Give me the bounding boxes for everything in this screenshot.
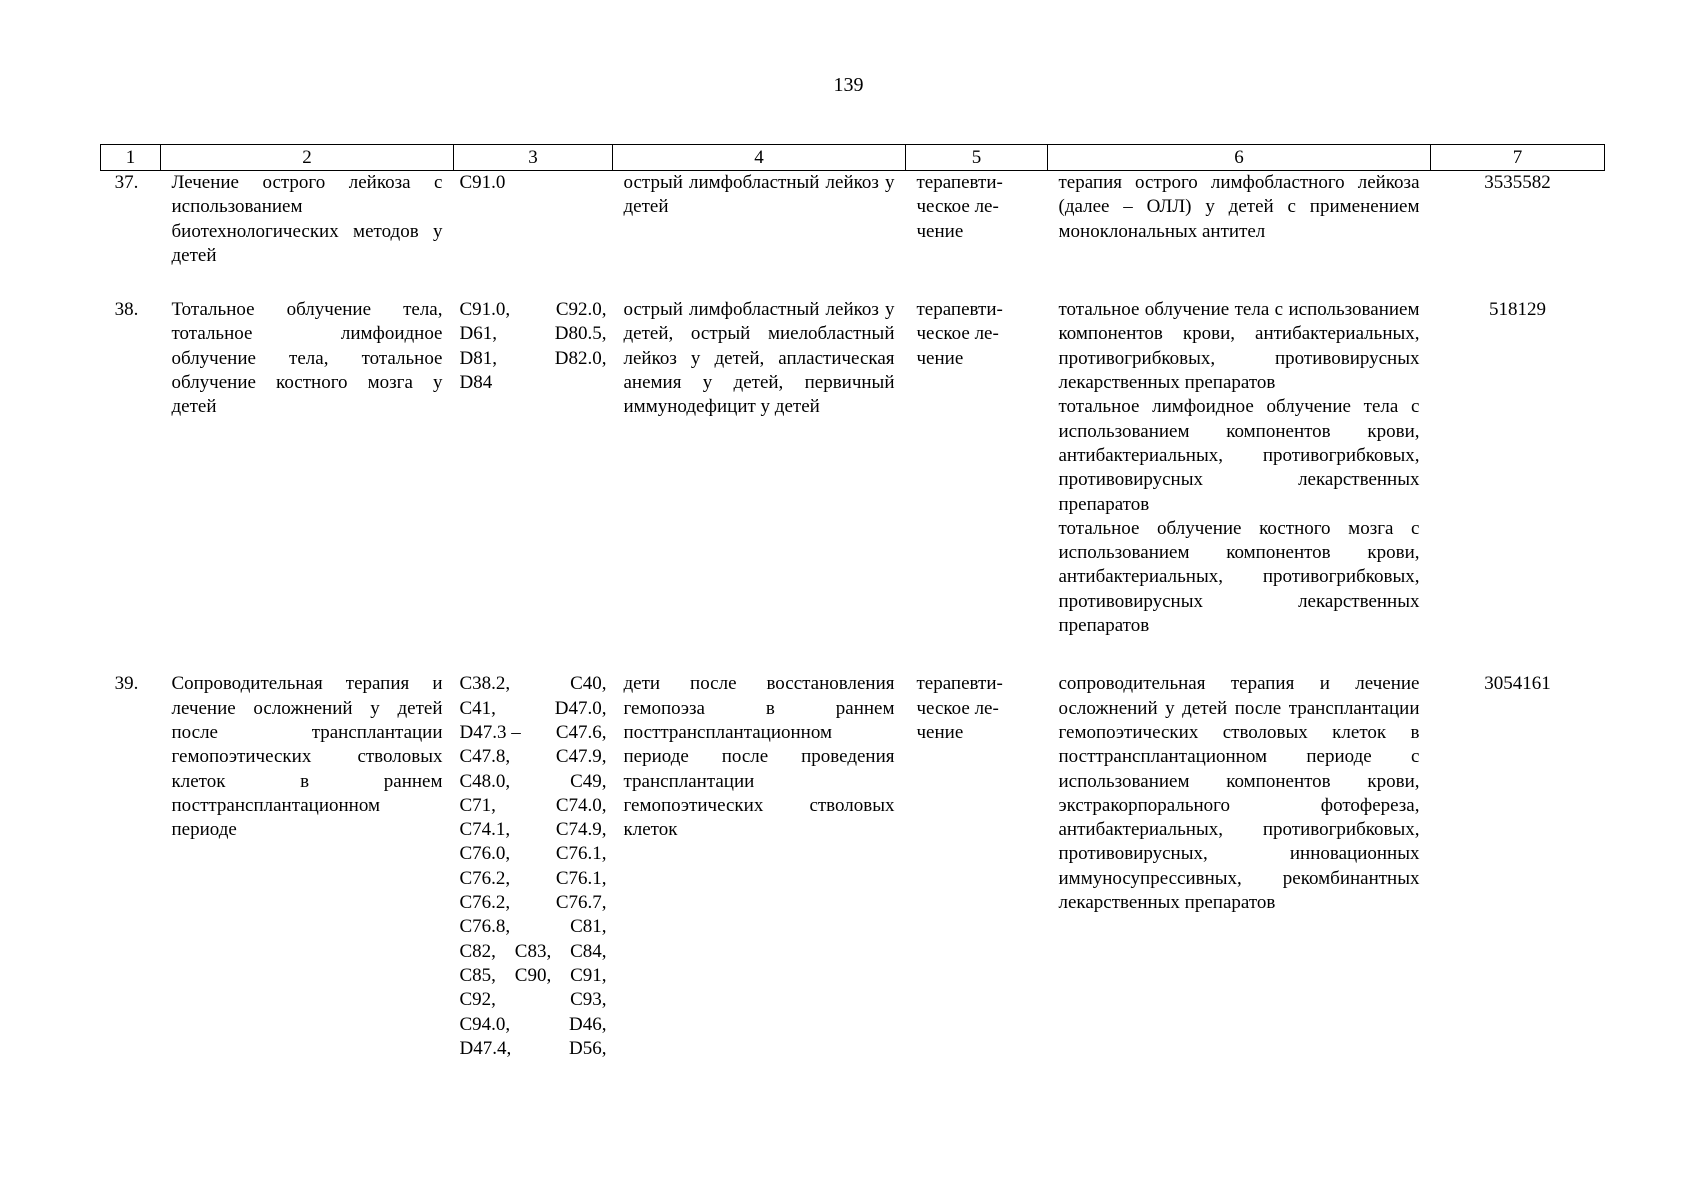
icd-code: C91.0, (459, 299, 511, 321)
codes-line (460, 818, 607, 842)
icd-code: D61, (459, 323, 497, 345)
treatment-method-paragraph: сопроводительная терапия и лечение осложнений у детей после трансплантации гемопоэтических стволовых клеток в посттрансплантационном периоде с использованием компонентов крови, экстракорпорального фотофереза, антибактериальных, противогрибковых, противовирусных, инновационных иммуносупрессивных, рекомбинантных лекарственных препаратов (1058, 673, 1420, 914)
cost-value: 3535582 (1484, 172, 1551, 193)
icd-code: C91.0 (459, 172, 506, 193)
page-number: 139 (833, 74, 864, 96)
icd-code: C85, (459, 964, 496, 986)
codes-line (460, 298, 607, 322)
table-row (101, 171, 1605, 299)
icd-code: C76.1, (555, 843, 607, 865)
patient-model: дети после восстановления гемопоэза в раннем посттрансплантационном периоде после проведения трансплантации гемопоэтических стволовых клеток (623, 673, 895, 841)
treatment-kind-line: ческое ле- (916, 697, 999, 719)
icd-code: C92.0, (555, 299, 607, 321)
care-type-name: Тотальное облучение тела, тотальное лимфоидное облучение тела, тотальное облучение костного мозга у детей (171, 299, 443, 418)
icd-code: C90, (514, 964, 552, 986)
treatment-kind (906, 298, 1048, 672)
row-number: 37. (114, 172, 139, 193)
column-header: 7 (1431, 145, 1605, 171)
medical-care-table (100, 144, 1605, 1061)
treatment-kind-line: ческое ле- (916, 323, 999, 345)
icd-code: C93, (570, 989, 607, 1011)
patient-model: острый лимфобластный лейкоз у детей, острый миелобластный лейкоз у детей, апластическая анемия у детей, первичный иммунодефицит у детей (623, 299, 895, 418)
codes-line (460, 697, 607, 721)
icd-code: D81, (459, 347, 497, 369)
codes-line (460, 915, 607, 939)
codes-line (460, 842, 607, 866)
icd-codes (454, 171, 613, 299)
codes-line (460, 988, 607, 1012)
cost-value: 518129 (1489, 299, 1546, 321)
icd-code: D46, (569, 1013, 607, 1035)
column-header: 5 (906, 145, 1048, 171)
patient-model: острый лимфобластный лейкоз у детей (623, 172, 895, 218)
row-number: 38. (114, 299, 139, 321)
icd-code: C92, (459, 989, 496, 1011)
column-header: 4 (613, 145, 906, 171)
icd-code: D47.0, (554, 697, 607, 719)
icd-code: C48.0, (459, 770, 511, 792)
icd-code: C74.1, (459, 819, 511, 841)
codes-line (460, 347, 607, 371)
icd-code: D82.0, (554, 347, 607, 369)
codes-line (460, 794, 607, 818)
codes-line (460, 891, 607, 915)
icd-code: D56, (569, 1037, 607, 1059)
codes-line (460, 322, 607, 346)
codes-line (460, 940, 607, 964)
column-header: 6 (1048, 145, 1431, 171)
icd-code: C83, (514, 940, 552, 962)
treatment-kind (906, 171, 1048, 299)
icd-code: C81, (570, 916, 607, 938)
codes-line (460, 1013, 607, 1037)
icd-code: C76.0, (459, 843, 511, 865)
icd-code: C76.2, (459, 867, 511, 889)
icd-code: C76.1, (555, 867, 607, 889)
header-row (101, 145, 1605, 171)
codes-line (460, 721, 607, 745)
treatment-kind-line: терапевти- (916, 172, 1003, 193)
icd-code: C47.8, (459, 746, 511, 768)
column-header: 1 (101, 145, 161, 171)
treatment-kind-line: терапевти- (916, 673, 1003, 695)
codes-line (460, 770, 607, 794)
codes-line (460, 745, 607, 769)
icd-code: C47.9, (555, 746, 607, 768)
codes-line (460, 371, 607, 395)
cost-value: 3054161 (1484, 673, 1551, 695)
treatment-method-paragraph: тотальное облучение костного мозга с использованием компонентов крови, антибактериальных, противогрибковых, противовирусных лекарственных препаратов (1058, 517, 1420, 637)
icd-code: C91, (570, 964, 607, 986)
codes-line (460, 867, 607, 891)
icd-code: C76.8, (459, 916, 511, 938)
icd-code: C76.2, (459, 892, 511, 914)
treatment-kind-line: чение (916, 721, 964, 743)
icd-code: C49, (570, 770, 607, 792)
row-number: 39. (114, 673, 139, 695)
icd-code: C40, (570, 673, 607, 695)
icd-code: C82, (459, 940, 496, 962)
icd-code: D84 (459, 372, 493, 394)
icd-code: D47.4, (459, 1037, 512, 1059)
icd-code: D47.3 – (459, 721, 521, 743)
table-row (101, 298, 1605, 672)
codes-line (460, 964, 607, 988)
treatment-method (1048, 672, 1431, 1061)
codes-line (460, 672, 607, 696)
care-type-name: Сопроводительная терапия и лечение осложнений у детей после трансплантации гемопоэтических стволовых клеток в раннем посттрансплантационном периоде (171, 673, 443, 841)
treatment-kind-line: чение (916, 220, 964, 242)
icd-code: C74.9, (555, 819, 607, 841)
column-header: 3 (454, 145, 613, 171)
icd-code: C47.6, (555, 721, 607, 743)
treatment-method-paragraph: терапия острого лимфобластного лейкоза (далее – ОЛЛ) у детей с применением моноклональных антител (1058, 172, 1420, 242)
icd-code: C38.2, (459, 673, 511, 695)
treatment-method-paragraph: тотальное облучение тела с использованием компонентов крови, антибактериальных, противогрибковых, противовирусных лекарственных препаратов (1058, 299, 1420, 394)
care-type-name: Лечение острого лейкоза с использованием биотехнологических методов у детей (171, 172, 443, 266)
icd-code: C94.0, (459, 1013, 511, 1035)
table-row (101, 672, 1605, 1061)
treatment-kind-line: терапевти- (916, 299, 1003, 321)
icd-code: C71, (459, 794, 496, 816)
icd-code: C84, (570, 940, 607, 962)
treatment-kind-line: чение (916, 347, 964, 369)
icd-codes (454, 298, 613, 672)
icd-code: D80.5, (554, 323, 607, 345)
treatment-method-paragraph: тотальное лимфоидное облучение тела с использованием компонентов крови, антибактериальных, противогрибковых, противовирусных лекарственных препаратов (1058, 396, 1420, 515)
column-header: 2 (161, 145, 454, 171)
icd-code: C41, (459, 697, 496, 719)
codes-line (460, 1037, 607, 1061)
treatment-method (1048, 298, 1431, 672)
treatment-method (1048, 171, 1431, 299)
treatment-kind-line: ческое ле- (916, 196, 999, 218)
icd-code: C76.7, (555, 892, 607, 914)
icd-codes (454, 672, 613, 1061)
icd-code: C74.0, (555, 794, 607, 816)
treatment-kind (906, 672, 1048, 1061)
codes-line (460, 171, 607, 195)
